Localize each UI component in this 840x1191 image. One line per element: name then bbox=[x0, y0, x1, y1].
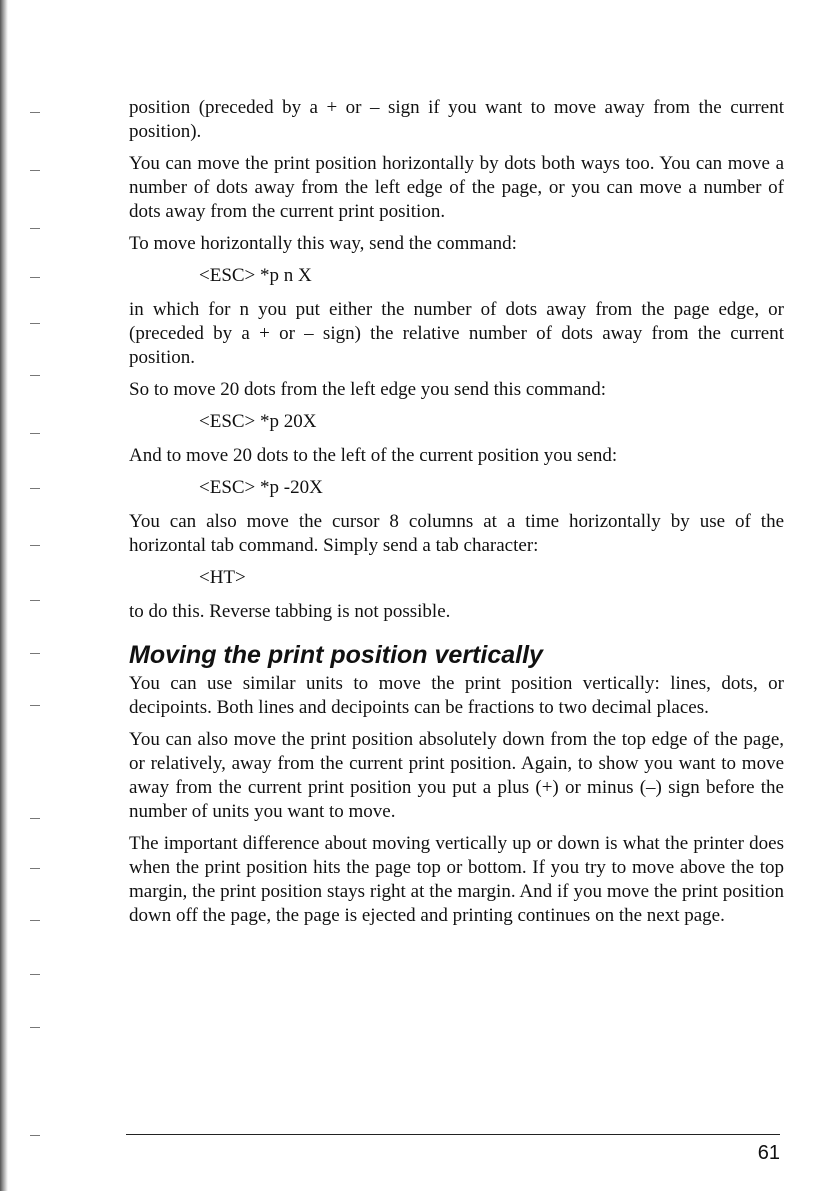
margin-mark bbox=[30, 600, 40, 601]
margin-mark bbox=[30, 818, 40, 819]
paragraph: to do this. Reverse tabbing is not possible. bbox=[129, 601, 451, 622]
command-example: <ESC> *p n X bbox=[199, 265, 312, 286]
margin-mark bbox=[30, 1135, 40, 1136]
margin-mark bbox=[30, 705, 40, 706]
paragraph: You can also move the cursor 8 columns at a time horizontally by use of the horizontal tab command. Simply send a tab character: bbox=[129, 511, 784, 556]
paragraph: in which for n you put either the number of dots away from the page edge, or (preceded by a + or – sign) the relative number of dots away from the current position. bbox=[129, 299, 784, 368]
margin-mark bbox=[30, 375, 40, 376]
margin-mark bbox=[30, 277, 40, 278]
margin-mark bbox=[30, 653, 40, 654]
margin-mark bbox=[30, 974, 40, 975]
margin-mark bbox=[30, 170, 40, 171]
margin-mark bbox=[30, 920, 40, 921]
command-example: <ESC> *p -20X bbox=[199, 477, 323, 498]
margin-mark bbox=[30, 433, 40, 434]
paragraph: You can use similar units to move the print position vertically: lines, dots, or decipoints. Both lines and decipoints can be fractions to two decimal places. bbox=[129, 673, 784, 718]
command-example: <HT> bbox=[199, 567, 246, 588]
paragraph: You can move the print position horizontally by dots both ways too. You can move a number of dots away from the left edge of the page, or you can move a number of dots away from the current print position. bbox=[129, 153, 784, 222]
paragraph: To move horizontally this way, send the command: bbox=[129, 233, 517, 254]
page-content bbox=[129, 96, 784, 936]
margin-mark bbox=[30, 488, 40, 489]
paragraph: So to move 20 dots from the left edge you send this command: bbox=[129, 379, 607, 400]
margin-mark bbox=[30, 228, 40, 229]
section-heading: Moving the print position vertically bbox=[129, 641, 543, 669]
binding-edge bbox=[0, 0, 8, 1191]
margin-mark bbox=[30, 868, 40, 869]
margin-mark bbox=[30, 323, 40, 324]
paragraph: And to move 20 dots to the left of the current position you send: bbox=[129, 445, 618, 466]
margin-mark bbox=[30, 112, 40, 113]
margin-mark bbox=[30, 1027, 40, 1028]
paragraph: position (preceded by a + or – sign if you want to move away from the current position). bbox=[129, 97, 784, 142]
footer-rule bbox=[126, 1134, 780, 1135]
margin-mark bbox=[30, 545, 40, 546]
command-example: <ESC> *p 20X bbox=[199, 411, 317, 432]
paragraph: You can also move the print position absolutely down from the top edge of the page, or relatively, away from the current print position. Again, to show you want to move away from the current print position you put a plus (+) or minus (–) sign before the number of units you want to move. bbox=[129, 729, 784, 822]
paragraph: The important difference about moving vertically up or down is what the printer does when the print position hits the page top or bottom. If you try to move above the top margin, the print position stays right at the margin. And if you move the print position down off the page, the page is ejected and printing continues on the next page. bbox=[129, 833, 784, 926]
page-number: 61 bbox=[757, 1142, 780, 1164]
